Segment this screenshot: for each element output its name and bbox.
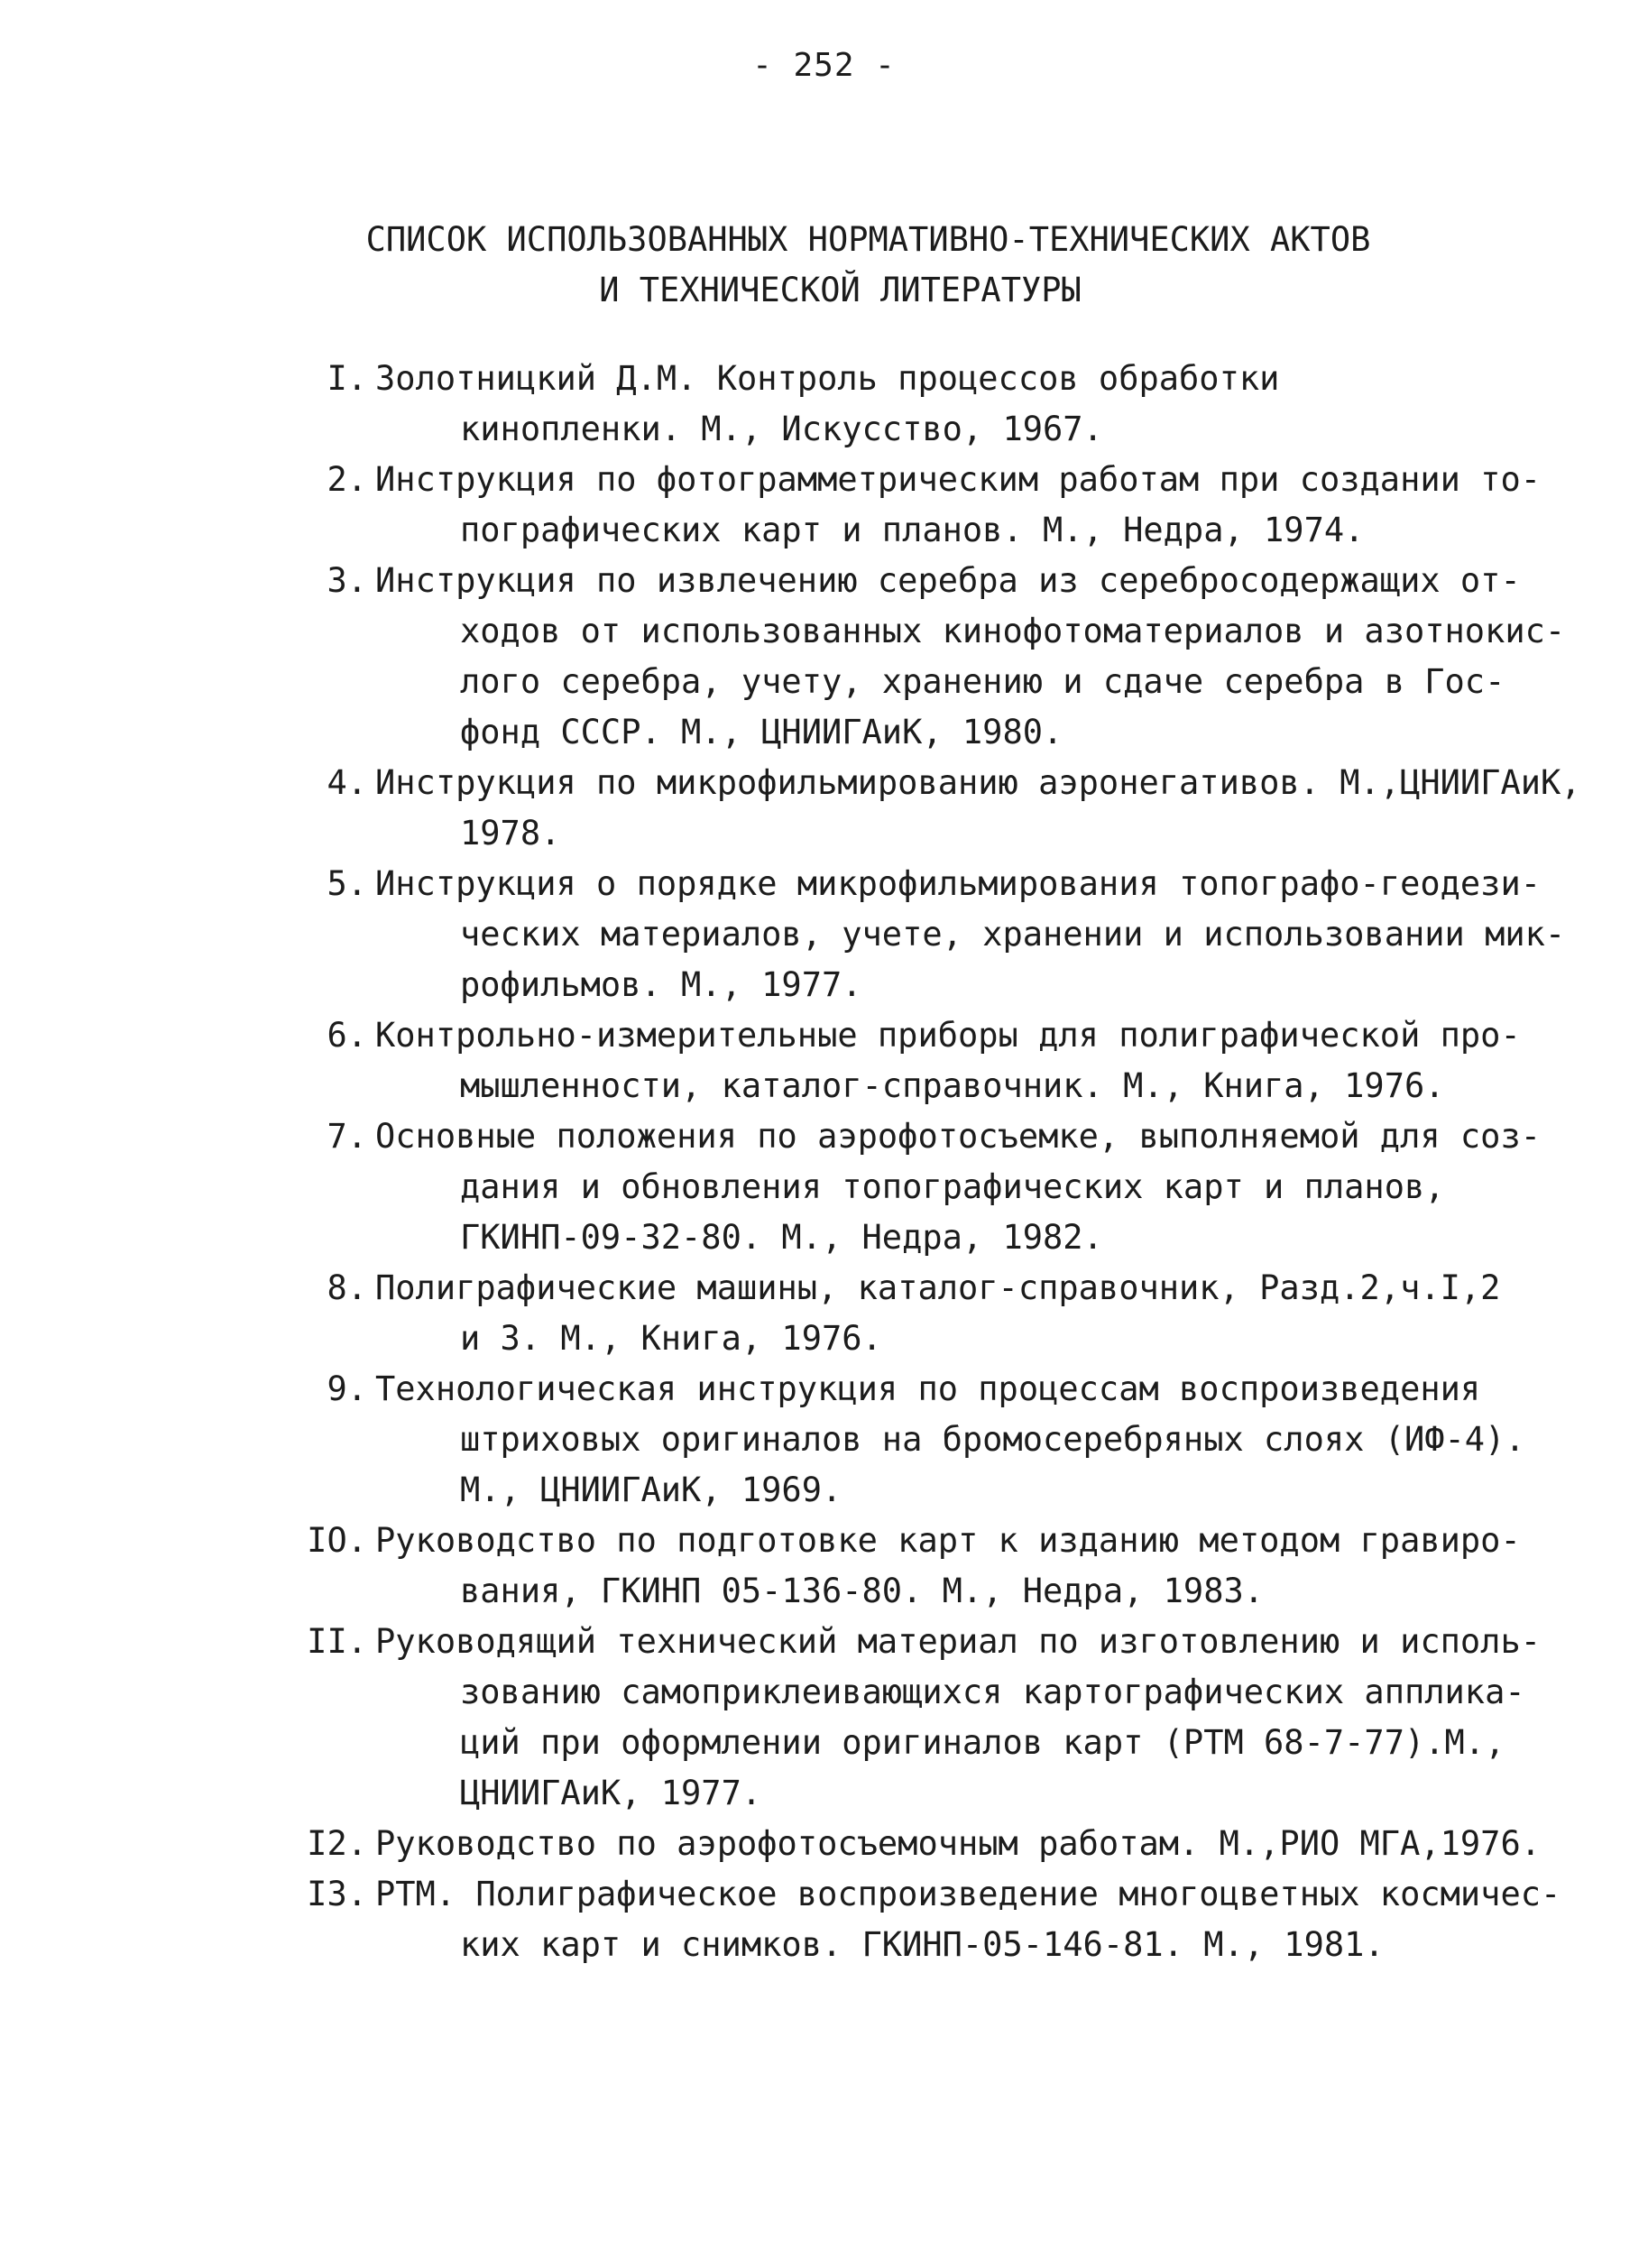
reference-line-continued xyxy=(0,1314,1648,1364)
reference-text: Руководящий технический материал по изготовлению и исполь- xyxy=(375,1622,1542,1661)
reference-line-first xyxy=(0,556,1648,606)
reference-item xyxy=(0,859,1648,1010)
reference-number: 6. xyxy=(327,1016,367,1055)
reference-number: 4. xyxy=(327,763,367,802)
reference-text: ческих материалов, учете, хранении и использовании мик- xyxy=(460,915,1566,954)
reference-line-continued xyxy=(0,1566,1648,1617)
reference-number: 7. xyxy=(327,1117,367,1156)
reference-number: 8. xyxy=(327,1268,367,1307)
reference-line-first xyxy=(0,859,1648,909)
reference-line-first xyxy=(0,1111,1648,1162)
reference-item xyxy=(0,354,1648,455)
title-line-1: СПИСОК ИСПОЛЬЗОВАННЫХ НОРМАТИВНО-ТЕХНИЧЕСКИХ АКТОВ xyxy=(365,220,1371,259)
reference-text: Руководство по аэрофотосъемочным работам. М.,РИО МГА,1976. xyxy=(375,1824,1542,1863)
reference-item xyxy=(0,1617,1648,1819)
reference-text: Основные положения по аэрофотосъемке, выполняемой для соз- xyxy=(375,1117,1542,1156)
reference-number: I. xyxy=(327,359,367,398)
reference-text: Полиграфические машины, каталог-справочник, Разд.2,ч.I,2 xyxy=(375,1268,1501,1307)
reference-list xyxy=(0,354,1648,1970)
reference-line-continued xyxy=(0,960,1648,1010)
reference-item xyxy=(0,1819,1648,1869)
reference-line-continued xyxy=(0,909,1648,960)
reference-text: ЦНИИГАиК, 1977. xyxy=(460,1774,762,1812)
page-number: - 252 - xyxy=(752,47,896,84)
reference-text: Золотницкий Д.М. Контроль процессов обработки xyxy=(375,359,1280,398)
reference-item xyxy=(0,1263,1648,1364)
reference-number: 3. xyxy=(327,561,367,600)
reference-text: Руководство по подготовке карт к изданию методом гравиро- xyxy=(375,1521,1521,1560)
reference-item xyxy=(0,1111,1648,1263)
reference-item xyxy=(0,1010,1648,1111)
reference-line-continued xyxy=(0,505,1648,556)
reference-text: мышленности, каталог-справочник. М., Книга, 1976. xyxy=(460,1066,1445,1105)
reference-number: I2. xyxy=(307,1824,367,1863)
reference-text: РТМ. Полиграфическое воспроизведение многоцветных космичес- xyxy=(375,1875,1561,1913)
reference-line-continued xyxy=(0,1667,1648,1718)
reference-line-first xyxy=(0,1869,1648,1920)
reference-line-first xyxy=(0,455,1648,505)
reference-line-first xyxy=(0,354,1648,404)
reference-number: 2. xyxy=(327,460,367,499)
reference-text: Инструкция по извлечению серебра из серебросодержащих от- xyxy=(375,561,1521,600)
reference-line-first xyxy=(0,1617,1648,1667)
reference-number: 9. xyxy=(327,1369,367,1408)
reference-text: Технологическая инструкция по процессам воспроизведения xyxy=(375,1369,1481,1408)
reference-line-first xyxy=(0,758,1648,808)
reference-text: ких карт и снимков. ГКИНП-05-146-81. М., 1981. xyxy=(460,1925,1385,1964)
reference-text: рофильмов. М., 1977. xyxy=(460,965,862,1004)
reference-line-continued xyxy=(0,1768,1648,1819)
reference-line-continued xyxy=(0,657,1648,707)
reference-item xyxy=(0,1869,1648,1970)
reference-text: ходов от использованных кинофотоматериалов и азотнокис- xyxy=(460,612,1566,650)
reference-item xyxy=(0,455,1648,556)
reference-line-continued xyxy=(0,707,1648,758)
reference-line-continued xyxy=(0,1162,1648,1212)
reference-line-continued xyxy=(0,808,1648,859)
reference-text: Контрольно-измерительные приборы для полиграфической про- xyxy=(375,1016,1521,1055)
reference-item xyxy=(0,1516,1648,1617)
reference-line-first xyxy=(0,1819,1648,1869)
reference-item xyxy=(0,758,1648,859)
reference-text: зованию самоприклеивающихся картографических аппликa- xyxy=(460,1673,1525,1711)
reference-text: М., ЦНИИГАиК, 1969. xyxy=(460,1471,842,1509)
reference-text: фонд СССР. М., ЦНИИГАиК, 1980. xyxy=(460,713,1063,751)
reference-text: кинопленки. М., Искусство, 1967. xyxy=(460,410,1103,448)
reference-text: и 3. М., Книга, 1976. xyxy=(460,1319,882,1358)
reference-line-first xyxy=(0,1516,1648,1566)
reference-text: Инструкция о порядке микрофильмирования топографо-геодези- xyxy=(375,864,1542,903)
reference-text: дания и обновления топографических карт и планов, xyxy=(460,1167,1445,1206)
reference-text: штриховых оригиналов на бромосеребряных слоях (ИФ-4). xyxy=(460,1420,1525,1459)
reference-text: пографических карт и планов. М., Недра, 1974. xyxy=(460,511,1365,549)
reference-text: ГКИНП-09-32-80. М., Недра, 1982. xyxy=(460,1218,1103,1257)
reference-number: II. xyxy=(307,1622,367,1661)
reference-number: 5. xyxy=(327,864,367,903)
reference-item xyxy=(0,556,1648,758)
reference-line-continued xyxy=(0,1415,1648,1465)
bibliography-title xyxy=(0,215,1648,316)
reference-line-continued xyxy=(0,606,1648,657)
reference-line-continued xyxy=(0,1920,1648,1970)
reference-text: 1978. xyxy=(460,814,561,853)
reference-text: вания, ГКИНП 05-136-80. М., Недра, 1983. xyxy=(460,1572,1265,1610)
reference-number: I3. xyxy=(307,1875,367,1913)
reference-line-continued xyxy=(0,404,1648,455)
reference-item xyxy=(0,1364,1648,1516)
reference-line-first xyxy=(0,1010,1648,1061)
reference-text: лого серебра, учету, хранению и сдаче серебра в Гос- xyxy=(460,662,1505,701)
title-line-2: И ТЕХНИЧЕСКОЙ ЛИТЕРАТУРЫ xyxy=(599,271,1082,309)
reference-text: Инструкция по микрофильмированию аэронегативов. М.,ЦНИИГАиК, xyxy=(375,763,1581,802)
reference-number: IO. xyxy=(307,1521,367,1560)
reference-line-first xyxy=(0,1364,1648,1415)
reference-line-first xyxy=(0,1263,1648,1314)
reference-line-continued xyxy=(0,1718,1648,1768)
reference-line-continued xyxy=(0,1212,1648,1263)
reference-line-continued xyxy=(0,1061,1648,1111)
reference-text: ций при оформлении оригиналов карт (РТМ 68-7-77).М., xyxy=(460,1723,1505,1762)
reference-text: Инструкция по фотограмметрическим работам при создании то- xyxy=(375,460,1542,499)
reference-line-continued xyxy=(0,1465,1648,1516)
